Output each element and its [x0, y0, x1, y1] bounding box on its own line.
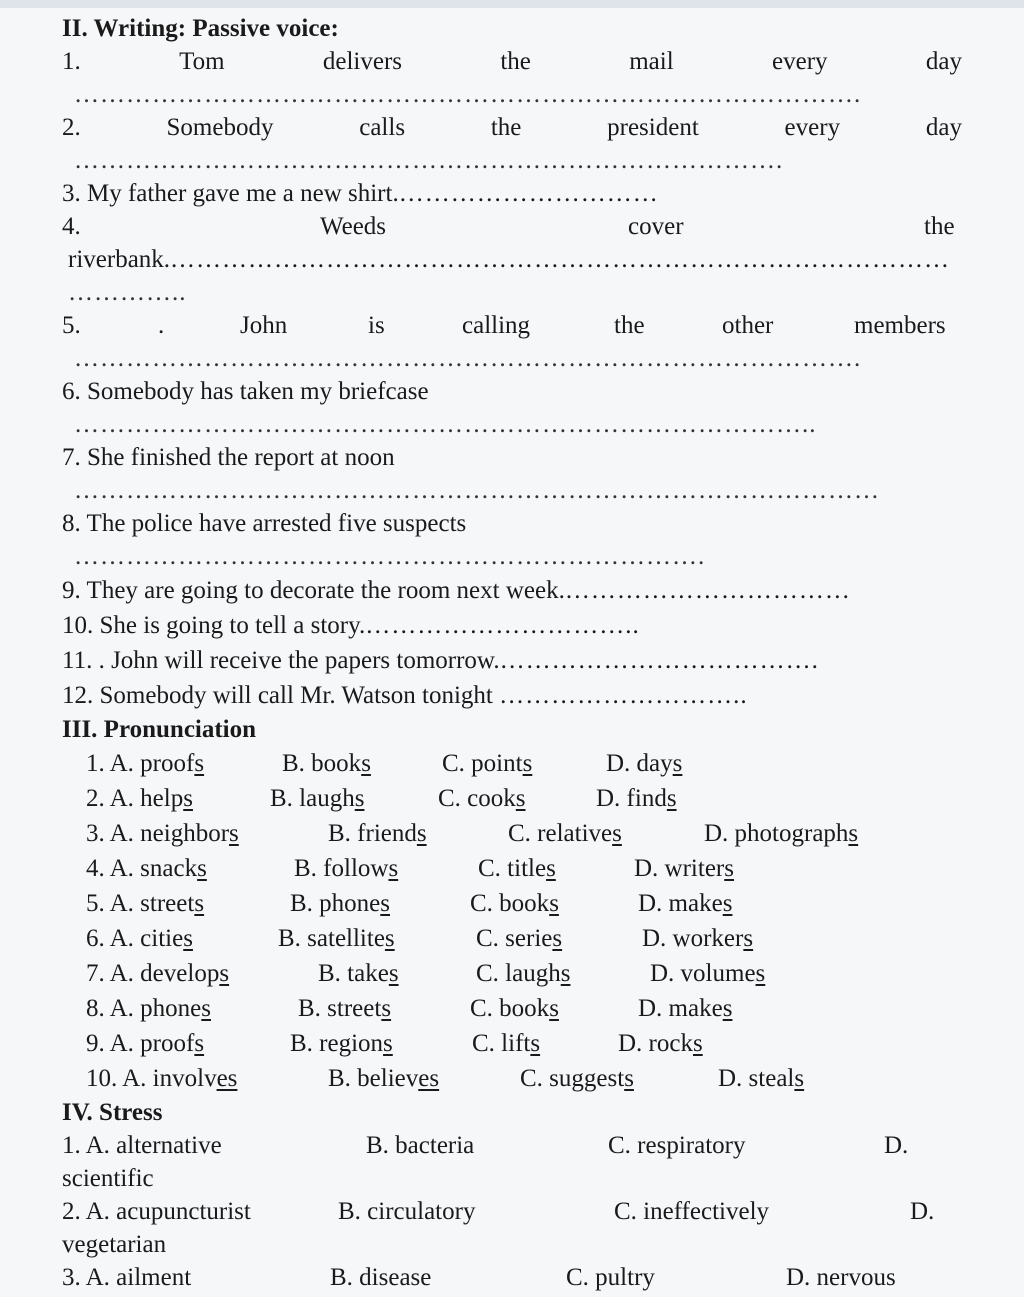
option-c[interactable] [470, 991, 559, 1026]
option-ending: s [515, 785, 526, 812]
word: is [368, 312, 385, 339]
pronunciation-question-7 [62, 956, 962, 991]
option-a[interactable] [86, 991, 211, 1026]
option-ending: s [522, 750, 533, 777]
question-7: 7. She finished the report at noon [62, 444, 395, 471]
answer-line-7[interactable]: ………………………………………………………………………………… [74, 477, 880, 504]
word: Somebody [166, 114, 274, 141]
pronunciation-question-10 [62, 1061, 962, 1096]
answer-line-8[interactable]: ………………………………………………………………. [74, 543, 706, 570]
option-ending: s [552, 925, 563, 952]
option-c[interactable] [476, 956, 570, 991]
option-a[interactable] [86, 1061, 237, 1096]
option-ending: s [672, 750, 683, 777]
stress-question-1-continued [62, 1162, 962, 1195]
question-3-text: 3. My father gave me a new shirt. [62, 180, 399, 207]
question-10 [62, 608, 962, 643]
option-word: D. make [638, 995, 723, 1022]
option-ending: s [219, 960, 230, 987]
worksheet-page [62, 12, 962, 1294]
option-word: B. follow [294, 855, 389, 882]
option-word: B. phone [290, 890, 381, 917]
option-d[interactable] [650, 956, 765, 991]
answer-line-5[interactable]: ………………………………………………………………………………. [74, 345, 862, 372]
stress-question-2-continued [62, 1228, 962, 1261]
option-word: B. laugh [270, 785, 355, 812]
option-ending: s [530, 1030, 541, 1057]
option-word: 6. A. citie [86, 925, 184, 952]
section-2-heading: II. Writing: Passive voice: [62, 15, 339, 42]
option-d-word[interactable]: vegetarian [62, 1231, 167, 1258]
word: Tom [179, 48, 225, 75]
question-9-text: 9. They are going to decorate the room next week. [62, 577, 565, 604]
option-ending: s [183, 925, 193, 952]
stress-list [62, 1129, 962, 1294]
answer-line-12[interactable]: ……………………….. [499, 682, 748, 709]
question-12 [62, 678, 962, 713]
answer-line-11[interactable]: ………………………………. [499, 647, 819, 674]
word: delivers [322, 48, 403, 75]
option-word: C. lift [472, 1030, 531, 1057]
option-c[interactable] [438, 781, 526, 816]
word: every [772, 48, 828, 75]
option-ending: s [383, 1030, 393, 1057]
option-c[interactable] [508, 816, 622, 851]
answer-line-2[interactable]: ………………………………………………………………………. [74, 147, 784, 174]
option-ending: s [549, 995, 559, 1022]
option-word: B. friend [328, 820, 417, 847]
answer-line-1[interactable]: ………………………………………………………………………………. [74, 81, 862, 108]
word: John [240, 312, 288, 339]
word: president [607, 114, 699, 141]
option-word: C. point [442, 750, 523, 777]
option-word: C. book [470, 890, 550, 917]
option-ending: s [722, 890, 733, 917]
option-b[interactable] [278, 921, 395, 956]
question-4 [62, 210, 962, 243]
top-bar [0, 0, 1024, 8]
option-word: B. satellite [278, 925, 385, 952]
stress-question-2 [62, 1195, 962, 1228]
question-12-text: 12. Somebody will call Mr. Watson tonight [62, 682, 493, 709]
answer-line-4b[interactable]: ………….. [68, 279, 187, 306]
option-word: C. suggest [520, 1065, 625, 1092]
option-ending: s [549, 890, 559, 917]
option-ending: s [183, 785, 193, 812]
question-5 [62, 309, 962, 342]
option-ending: s [794, 1065, 805, 1092]
option-word: C. relative [508, 820, 613, 847]
option-b[interactable]: B. disease [330, 1264, 432, 1291]
word: . [158, 312, 165, 339]
option-a[interactable] [86, 956, 229, 991]
option-ending: s [722, 995, 733, 1022]
option-word: D. make [638, 890, 723, 917]
answer-line-9[interactable]: …………………………… [564, 577, 851, 604]
option-ending: s [381, 995, 392, 1022]
option-word: D. steal [718, 1065, 795, 1092]
option-ending: s [743, 925, 754, 952]
option-word: C. book [470, 995, 550, 1022]
option-c[interactable]: C. pultry [566, 1264, 655, 1291]
option-d[interactable]: D. [884, 1132, 909, 1159]
option-c[interactable] [442, 746, 532, 781]
option-ending: s [354, 785, 365, 812]
option-ending: s [666, 785, 677, 812]
answer-line-3[interactable]: ………………………… [398, 180, 659, 207]
option-word: D. volume [650, 960, 756, 987]
option-word: C. serie [476, 925, 553, 952]
option-a[interactable] [86, 781, 193, 816]
option-d-word[interactable]: scientific [62, 1165, 154, 1192]
option-ending: s [201, 995, 212, 1022]
question-4-continued [62, 243, 962, 276]
word: the [614, 312, 645, 339]
option-a[interactable]: 3. A. ailment [62, 1264, 192, 1291]
pronunciation-question-2 [62, 781, 962, 816]
word: the [490, 114, 522, 141]
option-word: 3. A. neighbor [86, 820, 230, 847]
option-word: D. writer [634, 855, 725, 882]
stress-question-3 [62, 1261, 962, 1294]
stress-question-1 [62, 1129, 962, 1162]
option-d[interactable] [718, 1061, 804, 1096]
option-c[interactable] [470, 886, 559, 921]
pronunciation-question-5 [62, 886, 962, 921]
option-b[interactable] [290, 1026, 393, 1061]
question-9 [62, 573, 962, 608]
option-ending: s [560, 960, 571, 987]
answer-line-10[interactable]: ………………………….. [365, 612, 640, 639]
option-a[interactable]: 2. A. acupuncturist [62, 1198, 251, 1225]
option-a[interactable] [86, 816, 239, 851]
option-b[interactable] [328, 1061, 439, 1096]
option-word: D. photograph [704, 820, 849, 847]
option-ending: s [194, 750, 205, 777]
option-ending: s [388, 855, 399, 882]
option-b[interactable]: B. circulatory [338, 1198, 476, 1225]
option-d[interactable]: D. nervous [786, 1264, 896, 1291]
option-ending: s [546, 855, 556, 882]
option-d[interactable] [606, 746, 682, 781]
option-c[interactable] [478, 851, 556, 886]
option-b[interactable] [328, 816, 427, 851]
option-c[interactable]: C. ineffectively [614, 1198, 770, 1225]
option-d[interactable] [638, 991, 732, 1026]
option-word: B. take [318, 960, 389, 987]
option-c[interactable] [476, 921, 562, 956]
answer-line-4[interactable]: ……………………………………………………………………………… [170, 246, 951, 273]
option-c[interactable]: C. respiratory [608, 1132, 746, 1159]
option-ending: s [755, 960, 766, 987]
option-word: D. rock [618, 1030, 693, 1057]
word: 4. [62, 213, 81, 240]
option-ending: s [624, 1065, 634, 1092]
option-ending: s [380, 890, 391, 917]
option-b[interactable] [282, 746, 371, 781]
option-c[interactable] [520, 1061, 634, 1096]
option-ending: s [229, 820, 239, 847]
option-ending: s [194, 1030, 205, 1057]
option-word: B. book [282, 750, 362, 777]
option-word: 1. A. proof [86, 750, 195, 777]
word: 2. [62, 114, 81, 141]
word: day [925, 114, 962, 141]
option-d[interactable] [704, 816, 858, 851]
word: Weeds [320, 213, 387, 240]
pronunciation-list [62, 746, 962, 1096]
pronunciation-question-4 [62, 851, 962, 886]
option-word: B. believ [328, 1065, 419, 1092]
word: calling [462, 312, 531, 339]
option-a[interactable] [86, 921, 193, 956]
option-a[interactable] [86, 746, 204, 781]
pronunciation-question-9 [62, 1026, 962, 1061]
option-ending: s [416, 820, 427, 847]
option-a[interactable] [86, 1026, 204, 1061]
section-4-heading: IV. Stress [62, 1099, 163, 1126]
word: day [925, 48, 962, 75]
word: the [924, 213, 955, 240]
option-b[interactable] [294, 851, 398, 886]
option-word: C. cook [438, 785, 516, 812]
answer-line-6[interactable]: ………………………………………………………………………….. [74, 411, 817, 438]
option-ending: s [848, 820, 859, 847]
option-word: 4. A. snack [86, 855, 198, 882]
option-ending: s [692, 1030, 703, 1057]
option-word: C. laugh [476, 960, 561, 987]
option-ending: es [418, 1065, 440, 1092]
option-d[interactable] [642, 921, 753, 956]
option-word: D. day [606, 750, 673, 777]
option-ending: s [388, 960, 399, 987]
option-word: B. region [290, 1030, 384, 1057]
option-ending: s [194, 890, 205, 917]
option-word: 9. A. proof [86, 1030, 195, 1057]
question-8: 8. The police have arrested five suspects [62, 510, 467, 537]
pronunciation-question-3 [62, 816, 962, 851]
option-ending: es [216, 1065, 238, 1092]
option-word: 10. A. involv [86, 1065, 217, 1092]
option-a[interactable]: 1. A. alternative [62, 1132, 222, 1159]
option-b[interactable] [298, 991, 391, 1026]
option-d[interactable] [596, 781, 677, 816]
pronunciation-question-6 [62, 921, 962, 956]
option-ending: s [384, 925, 395, 952]
option-d[interactable]: D. [910, 1198, 935, 1225]
option-d[interactable] [634, 851, 734, 886]
question-11-text: 11. . John will receive the papers tomorrow. [62, 647, 500, 674]
option-a[interactable] [86, 851, 207, 886]
word: other [722, 312, 774, 339]
word: mail [629, 48, 674, 75]
section-3-heading: III. Pronunciation [62, 716, 257, 743]
option-word: B. street [298, 995, 382, 1022]
word: the [500, 48, 531, 75]
option-b[interactable] [290, 886, 390, 921]
pronunciation-question-8 [62, 991, 962, 1026]
pronunciation-question-1 [62, 746, 962, 781]
option-ending: s [724, 855, 734, 882]
word: calls [359, 114, 406, 141]
option-word: D. worker [642, 925, 744, 952]
option-word: 7. A. develop [86, 960, 220, 987]
option-a[interactable] [86, 886, 204, 921]
option-b[interactable] [318, 956, 399, 991]
question-2 [62, 111, 962, 144]
word: members [854, 312, 946, 339]
option-ending: s [612, 820, 622, 847]
word: 1. [62, 48, 81, 75]
option-b[interactable]: B. bacteria [366, 1132, 475, 1159]
question-1 [62, 45, 962, 78]
question-4-cont-text: riverbank. [68, 246, 171, 273]
word: every [784, 114, 841, 141]
question-3 [62, 177, 962, 210]
option-b[interactable] [270, 781, 364, 816]
question-11 [62, 643, 962, 678]
option-d[interactable] [618, 1026, 703, 1061]
word: cover [628, 213, 684, 240]
option-word: C. title [478, 855, 547, 882]
question-10-text: 10. She is going to tell a story. [62, 612, 366, 639]
option-word: 8. A. phone [86, 995, 202, 1022]
option-ending: s [361, 750, 371, 777]
option-word: 5. A. street [86, 890, 195, 917]
option-c[interactable] [472, 1026, 540, 1061]
word: 5. [62, 312, 81, 339]
option-d[interactable] [638, 886, 732, 921]
option-word: 2. A. help [86, 785, 184, 812]
option-word: D. find [596, 785, 667, 812]
question-6: 6. Somebody has taken my briefcase [62, 378, 429, 405]
option-ending: s [197, 855, 207, 882]
